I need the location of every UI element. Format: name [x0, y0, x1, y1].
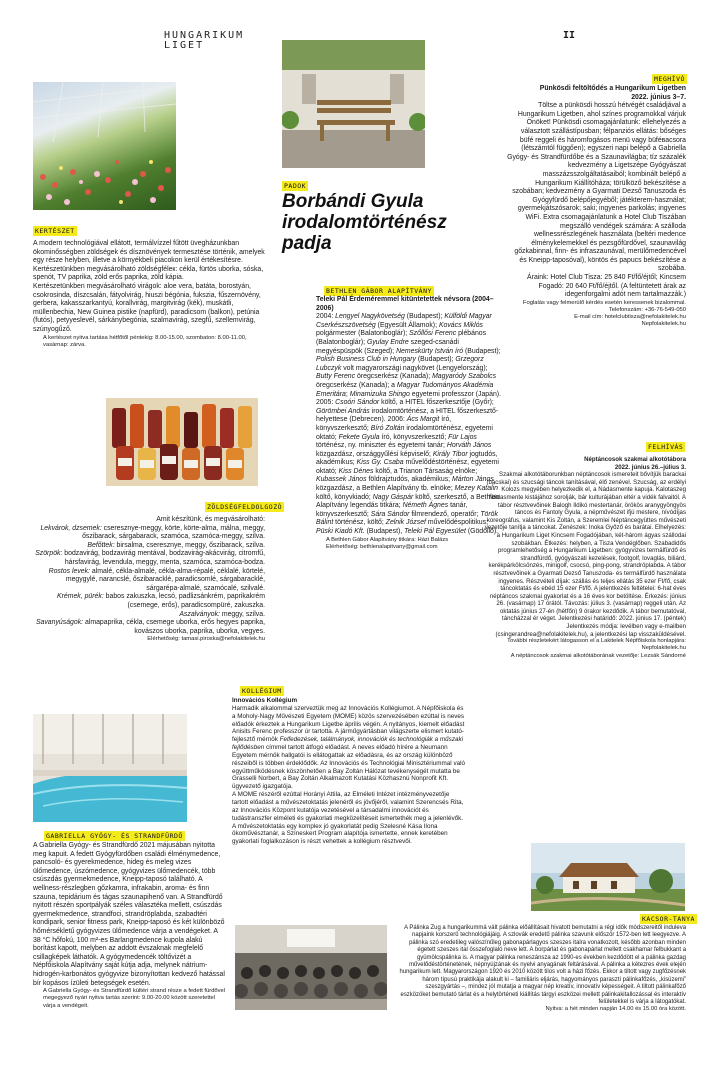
greenhouse-photo: [33, 82, 176, 210]
zoldseg-item-text: cseresznye-meggy, körte, körte-alma, málna, meggy, őszibarack, sárgabarack, szamóca, szamóca-meggy, szilva.: [82, 524, 265, 541]
zoldseg-list: [33, 525, 265, 637]
kerteszet-p1: A modern technológiával ellátott, termálvízzel fűtött üvegházunkban ökominősségben zöldségek és dísznövények termesztése történik, amelyek egy része helyben, illetve a környékbeli piacokon kerül értékesítésre.: [33, 240, 265, 265]
zoldseg-item-text: almalé, cékla-almalé, cékla-alma-répalé, céklalé, körtelé, megygylé, narancslé, őszibaracklé, paradicsomlé, sárgabaracklé, sárgarépa-almalé, szamócalé, szilvalé.: [65, 567, 265, 592]
meghivo-tag: MEGHÍVÓ: [654, 75, 685, 83]
zoldseg-text: [33, 516, 265, 644]
zoldseg-item-text: babos zakuszka, lecsó, padlizsánkrém, paprikakrém (csemege, erős), paradicsompüré, zakuszka.: [103, 593, 265, 609]
meghivo-email: E-mail cím: hotelclubtisza@nefolakitelek.hu: [574, 314, 686, 321]
award-title: Teleki Pál Érdeméremmel kitüntetettek névsora (2004–2006): [316, 296, 494, 312]
zoldseg-item-label: Rostos levek:: [48, 567, 90, 575]
meghivo-heading-1: Pünkösdi feltöltődés a Hungarikum Ligetben: [539, 85, 686, 92]
kerteszet-p2: Kertészetünkben megvásárolható zöldségféleк: cékla, fürtös uborka, sóska, spenót, TV paprika, zöld erős paprika, zöld kápia.: [33, 265, 264, 282]
zoldseg-item: [33, 611, 265, 620]
zoldseg-item-text: bodzavirág, bodzavirág mentával, bodzavirág-akácvirág, citromfű, hársfavirág, levendula, meggy, menta, szamóca, szamóca-bodza.: [62, 550, 265, 566]
kerteszet-p3: Kertészetünkben megvásárolható virágok: aloe vera, batáta, borostyán, csokrosinda, díszcsalán, fátyolvirág, hiuszi bégónia, fukszia, fűszernövény, gerbera, kakasszarkantyú, korallvirág, margitvirág (kék), muskátli, müllenbechia, New Guinea pistike (napfürd), paradicsom (balkon), petúnia (futós), petyyeslevél, sárkánybegónia, szalmavirág, szegfű, szellemvirág, szúnyogűző.: [33, 282, 261, 333]
zoldseg-item-label: Befőttek:: [87, 541, 115, 549]
zoldseg-item-label: Szörpök:: [35, 550, 63, 558]
padok-title-line-2: irodalomtörténész: [282, 212, 447, 233]
zoldseg-item-text: birsalma, cseresznye, meggy, őszibarack, szilva.: [114, 541, 265, 549]
kacsor-body: A Pálinka Zug a hungarikummá vált pálinka előállításait hivatott bemutatni a régi idők módszereitől induleva napjaink korszerű technológiájáig. A szlovák eredetű pálinka szavunk először 1572-ben lett leegyezve. A pálinka szó eredetileg valószínűleg gabonapárlagyos szeszes italra vonatkozott, később azonban minden égetett szeszes ital összefoglaló neve lett. A borpárlat és gabonapárlat mellett csakhamar felbukkant a gyümölcspálinka is. A magyar pálinka reneszánsza az 1990-es években kezdődött el a pálinka gazdag művelődéstörténetének, népnyújzának és nyelvi anyagának feltárásával. A pálinka a kétezres évek elején hungarikum lett. Magyarországon 1920 és 2010 között tilos volt a házi főzés. Ekkor a tiltott vagy zugfőzésnek három típusú praktikája alakult ki – familiáris eljárás, hagyományos parasztí pálinkafőzés, „kisüzemi” szeszgyártás –, mindez jól mutatja a magyar nép kreatív, innovatív képességeit. A tiltott pálinkafőző eszközöket bemutató tárlat és a helytörténeti kiállítás tárgyi eszközei mellett pálinkakitallozással és interaktív felületekkel is várja a látogatókat.: [399, 925, 686, 1006]
zoldseg-item: [33, 550, 265, 567]
kerteszet-tag: KERTÉSZET: [35, 227, 75, 235]
meghivo-note-1: Foglalás vagy felmerülő kérdés esetén keressenek bizalommal.: [522, 299, 686, 306]
padok-title-line-1: Borbándi Gyula: [282, 191, 424, 212]
zoldseg-item-label: Lekvárok, dzsemek:: [40, 524, 102, 532]
thermal-bath-photo: [33, 714, 187, 822]
gabriella-tag: GABRIELLA GYÓGY- ÉS STRANDFÜRDŐ: [46, 832, 183, 840]
zoldseg-item-label: Krémek, pürék:: [57, 593, 104, 601]
kacsor-note: Nyitva: a hét minden napján 14.00 és 15.00 óra között.: [545, 1006, 686, 1013]
zoldseg-item: [33, 568, 265, 594]
lecture-hall-photo: [235, 925, 387, 1010]
header-line-1: HUNGARIKUM: [164, 30, 245, 41]
zoldseg-item: [33, 619, 265, 636]
felhivas-text: [484, 456, 686, 660]
zoldseg-item-text: almapaprika, cékla, csemege uborka, erős hegyes paprika, kovászos uborka, paprika, uborka, vegyes.: [83, 619, 265, 635]
bethlen-note-1: A Bethlen Gábor Alapítvány titkára: Házi Balázs: [326, 536, 449, 543]
felhivas-heading-2: 2022. június 26.–július 3.: [614, 463, 686, 471]
kollegium-tag: KOLLÉGIUM: [242, 687, 282, 695]
kacsor-text: [396, 925, 686, 1014]
meghivo-phone: Telefonszám: +36-76-549-050: [608, 307, 686, 314]
farmhouse-photo: [531, 843, 685, 911]
gabriella-note: A Gabriella Gyógy- és Strandfürdő kültéri strand része a fedett fürdővel megegyező nyári nyitva tartás szerint: 9.00-20.00 között szeretettel várja a vendégeit.: [43, 988, 226, 1009]
felhivas-note-2: A néptáncosok szakmai alkotótáborának vezetője: Lezsák Sándorné: [510, 652, 686, 659]
kollegium-heading: Innovációs Kollégium: [232, 697, 298, 704]
header-line-2: LIGET: [164, 40, 205, 51]
padok-title: [282, 191, 482, 254]
felhivas-heading-1: Néptáncosok szakmai alkotótábora: [584, 456, 686, 463]
zoldseg-intro: Amit készítünk, és megvásárolható:: [156, 516, 265, 523]
bench-photo: [282, 40, 425, 168]
kerteszet-note: A kertészet nyitva tartása hétfőtől péntekig: 8.00-15.00, szombaton: 8.00-11.00, vasárnap: zárva.: [43, 334, 247, 348]
kollegium-p2: A MOME részéről ezúttal Horányi Attila, az Elméleti Intézet intézményvezetője tartott előadást a művészetoktatás jelenéről és jövőjéről, valamint Szerencsés Rita, az Innovációs Központ kutatója vezetésével a társadalmi innovációt és tudástranszfer elméleti és gyakorlati megközelítéseit ismertethék meg a jelenlévők. A művészetoktatás egy komplex jó gyakorlatát pedig Szelesné Kása Ilona ökoművésztanár, a Színeskert Program alapítója ismertette, ennek keretében gyakorlati foglalkozáson is részt vehettek a kollégium résztvevői.: [232, 791, 464, 846]
award-list: 2004: Lengyel Nagykövetség (Budapest); Külföldi Magyar Cserkészszövetség (Egyesült Államok); Kovács Miklós polgármester (Balatonboglár); Szőllősi Ferenc plébános (Balatonboglár); Gyulay Endre szeged-csanádi megyéspüspök (Szeged); Nemeskürty István író (Budapest); Polish Business Club in Hungary (Budapest); Grzegorz Lubczyk volt magyarországi nagykövet (Lengyelország); Butty Ferenc öregcserkész (Kanada); Magyaródy Szabolcs öregcserkész (Kanada); a Magyar Tudományos Akadémia Emeritára; Minamizuka Shingo egyetemi professzor (Japán). 2005: Csoóri Sándor költő, a HITEL főszerkesztője (Győr); Görömbei András irodalomtörténész, a HITEL főszerkesztő-helyettese (Debrecen). 2006: Ács Margit író, könyvszerkesztő; Bíró Zoltán irodalomtörténész, egyetemi oktató; Fekete Gyula író, könyvszerkesztő; Für Lajos történész, ny. miniszter és egyetemi tanár; Horváth János közgazdász, országgyűlési képviselő; Király Tibor jogtudós, akadémikus; Kiss Gy. Csaba művelődéstörténész, egyetemi oktató; Kiss Dénes költő, a Trianon Társaság elnöke; Kubassek János földrajztudós, akadémikus; Márton János közgazdász, a Bethlen Alapítvány tb. elnöke; Mezey Katalin költő, könyvkiadó; Nagy Gáspár költő, szerkesztő, a Bethlen Alapítvány legendás titkára; Németh Ágnes tanár, könyvszerkesztő; Sára Sándor filmrendező, operatőr; Török Bálint történész, költő; Zelnik József művelődéspolitikus; Püski Kiadó Kft. (Budapest), Teleki Pál Egyesület (Gödöllő).: [316, 313, 502, 536]
bethlen-text: [316, 296, 502, 551]
gabriella-p1: A Gabriella Gyógy- és Strandfürdő 2021 májusában nyitotta meg kapuit. A fedett Gyógyfürdőben családi élménymedence, pancsoló- és gyerekmedence, hideg és meleg vizes ülőmedence, úszómedence, gyógyvizes ülőmedencék, több csúszdás gyermekmedence, Kneipp-taposó található. A wellness-részlegben gőzkamra, infrakabin, aroma- és finn szauna, tepidárium és tágas szaunapihenő van. A Strandfürdő nyitott részén sportpályák széles választéka mellett, csúszdás gyermekmedence, strandfoci, strandröplabda, szabadtéri kondipark, senior fitness park, Kneipp-taposó és két különböző hőmérsékletű gyógyvizes ülőmedence várja a vendégeket. A 38 °C hőfokú, 100 m²-es Barlangmedence kupola alakú borítást kapott, melyben az addott évszaknak megfelelő csillagképek láthatók. A gyógymedencék töltővizét a Népfőiskola Alapítvány saját kútja adja, melynek nátrium-hidrogén-karbonátos gyógyvize bizonyítottan kedvező hatással bír kopásos ízületi betegségek esetén.: [33, 842, 225, 987]
padok-title-line-3: padja: [282, 233, 332, 254]
zoldseg-item: [33, 525, 265, 542]
meghivo-body: Töltse a pünkösdi hosszú hétvégét családjával a Hungarikum Ligetben, ahol színes programokkal várjuk Önöket! Pünkösdi csomagajánlatunk: ellehelyezés a választott szállástípusban; félpanziós ellátás: bőséges büfé reggeli és háromfogásos menü vagy büféвacsora (létszámtól függően); egyszeri napi belépő a Gabriella Gyógy- és Strandfürdőbe és a Szaunavilágba; tíz százalék kedvezmény a Ligetszépe Gyógyászat masszázsszolgáltatásaiból; kombinált belépő a Hungarikum Kiállítóháza; törülköző bekészítése a szobában; kedvezmény a Gyarmati Dezső Tanuszoda és Gyógyfürdő belépőjegyéből; játékterem-használat; gyermekjátszósarok; saki; ingyenes parkolás; ingyenes WiFi. Extra csomagajánlatunk a Hotel Club Tiszában megszálló vendégek számára: A szálloda wellnessrészlegének használata (beltéri medence élménykelemekkel és pezsgőfürdővel, szaunavilág gőzkabinnal, finn- és infraszaunával, merülőmedencével és Kneipp-taposóval), köntös és papucs bekészítése a szobába.: [507, 102, 686, 273]
kollegium-text: [232, 697, 467, 846]
meghivo-prices: Áraink: Hotel Club Tisza: 25 840 Ft/fő/éjtől; Kincsem Fogadó: 20 640 Ft/fő/éjtől. (A feltüntetett árak az idegenforgalmi adót nem tartalmazzák.): [527, 274, 686, 299]
zoldseg-item: [33, 542, 265, 551]
felhivas-tag: FELHÍVÁS: [648, 443, 684, 451]
kerteszet-text: [33, 240, 265, 349]
padok-tag: PADOK: [284, 182, 307, 190]
felhivas-body: Szakmai alkotótáborunkban néptáncosok ismereteit bővítjük barackai (bácskai) és szucsági táncok tanításával, élő zenével. Szucság, az erdélyi Kolozs megyében helyezkedik el, a Nádasmente kapuja. Kalotaszeg Nádasmente kistájához sorolják, bár kulturájában eltér a vidék falvaitól. A tábor résztvevőinek Balogh Ildikó mestertanár, örökös aranygyöngyös táncos és Fantoly Gyula, a népművészet ifjú mestere, nívódíjas koreográfus, valamint Kis Zoltán, a Szeremlei Néptáncegyüttes művészeti vezetője tanítja a táncokat. Zenészek: Inoka Győző és barátai. Elhelyezés: a Hungarikum Liget Kincsem Fogadójában, két-három ágyas szállodai szobákban. Étkezés: helyben, a Tisza Vendéglőben. Szabadidős programlehetőség a Hungarikum Ligetben: gyógyvizes termálfürdő és strandfürdő, gyógyászati kezelések, footgolf, lovaglás, biliárd, kerékpárkölcsönzés, minigolf, csocsó, ping-pong, strandröplabda. A tábor résztvevőinek a Gyarmati Dezső Tanuszoda- és termálfürdő használata ingyenes. Részvételi díjak: szállás és teljes ellátás 35 ezer Ft/fő, csak táncoktatás és ebéd 15 ezer Ft/fő. A jelentkezés feltételei: 6-hat éves néptáncos szakmai gyakorlat és a 16 éves kor betöltése. Érkezés: június 26. (vasárnap) 17 órától. Távozás: július 3. (vasárnap) reggeli után. Az oktatás június 27-én (hétfőn) 9 órakor kezdődik. A tábor bemutatóval, táncházzal ér véget. Jelentkezési határidő: 2022. június 17. (péntek) Jelentkezés módja: levélben vagy e-mailben (csingerandrea@nefolakitelek.hu), a jelentkezési lap visszaküldésével.: [484, 471, 686, 638]
page-number: II: [563, 30, 576, 41]
zoldseg-contact: Elérhetőség: tamasi.piroska@nefolakitelek.hu: [147, 636, 265, 643]
zoldseg-item: [33, 593, 265, 610]
zoldseg-item-label: Savanyúságok:: [35, 619, 84, 627]
zoldseg-item-label: Aszalványok:: [179, 610, 220, 618]
bethlen-note-2: Elérhetőség: bethlenalapitvany@gmail.com: [326, 543, 438, 550]
felhivas-note-1: További részletekért látogasson el a Lakitelek Népfőiskola honlapjára: Nepfolakitelek.hu: [507, 638, 686, 652]
meghivo-text: [506, 85, 686, 329]
zoldseg-item-text: meggy, szilva.: [219, 610, 265, 618]
meghivo-website: Nepfolakitelek.hu: [641, 321, 686, 328]
bethlen-tag: BETHLEN GÁBOR ALAPÍTVÁNY: [326, 287, 432, 295]
gabriella-text: [33, 842, 227, 1010]
zoldseg-tag: ZÖLDSÉGFELDOLGOZÓ: [207, 503, 283, 511]
section-header: [164, 31, 244, 51]
jars-photo: [106, 398, 258, 486]
meghivo-heading-2: 2022. június 3–7.: [631, 93, 686, 101]
kacsor-tag: KACSOR-TANYA: [642, 915, 695, 923]
kollegium-p1: Harmadik alkalommal szerveztük meg az Innovációs Kollégiumot. A Népfőiskola és a Moholy-Nagy Művészeti Egyetem (MOME) közös szervezésében ezúttal is neves előadók érkeztek a Hungarikum Ligetbe április végén. A nyitányos, kiemelt előadást Anisits Ferenc professzor úr tartotta. A járműgyártásban világszerte elismert kutató-fejlesztő mérnök Felfedezések, találmányok, innovációk és technológiák a műszaki fejlődésben címmel tartott átfogó előadást. A neves előadó hírére a Neumann Egyetem mérnök hallgatói is ellátogattak az előadásra, és az ország különböző részeiből is többen érdeklődők. Az Innovációs és Technológiai Minisztériummal való együttműködésnek köszönhetően a Bay Zoltán Hálózat tevékenységét mutatta be Grasselli Norbert, a Bay Zoltán Alkalmazott Kutatási Közhasznú Nonprofit Kft. ügyvezető igazgatója.: [232, 704, 465, 791]
